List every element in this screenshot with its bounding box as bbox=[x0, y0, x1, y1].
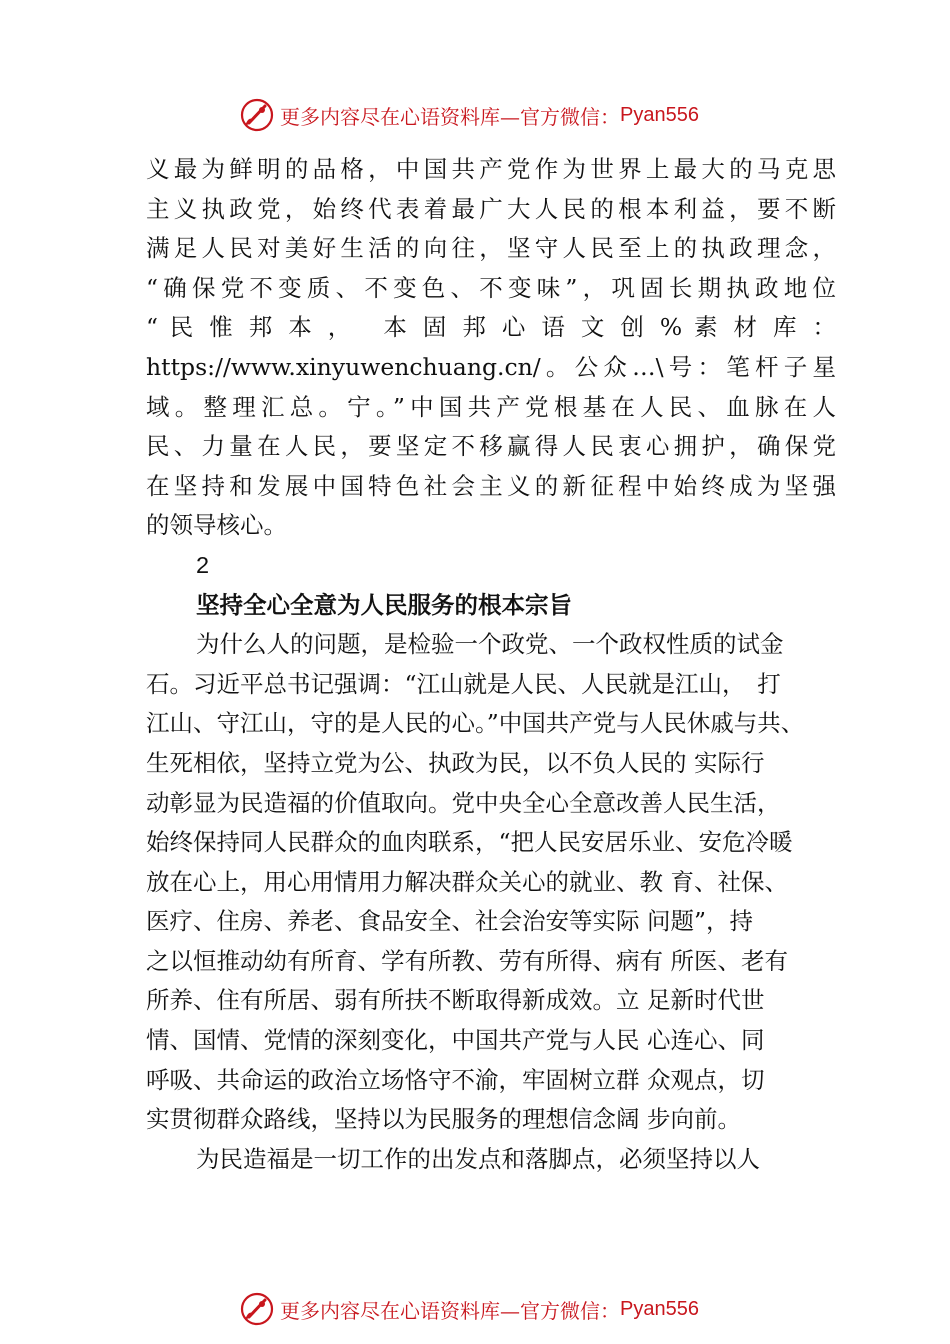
text-line: 始终保持同人民群众的血肉联系，“把人民安居乐业、安危冷暖 bbox=[146, 828, 793, 857]
footer-banner bbox=[238, 1290, 798, 1328]
banner-contact: Pyan556 bbox=[620, 103, 699, 126]
text-line: 民、力量在人民，要坚定不移赢得人民衷心拥护，确保党 bbox=[146, 432, 836, 461]
text-line: 的领导核心。 bbox=[146, 511, 287, 540]
text-line: 石。习近平总书记强调：“江山就是人民、人民就是江山， 打 bbox=[146, 669, 781, 698]
text-line: 所养、住有所居、弱有所扶不断取得新成效。立 足新时代世 bbox=[146, 986, 765, 1015]
text-line: 为什么人的问题，是检验一个政党、一个政权性质的试金 bbox=[196, 630, 784, 659]
text-line: https://www.xinyuwenchuang.cn/。公众…\号：笔杆子星 bbox=[146, 352, 836, 381]
pen-logo-icon bbox=[238, 1290, 276, 1328]
text-line: 之以恒推动幼有所育、学有所教、劳有所得、病有 所医、老有 bbox=[146, 946, 788, 975]
document-body bbox=[146, 150, 836, 1179]
text-line: “确保党不变质、不变色、不变味”，巩固长期执政地位 bbox=[146, 273, 836, 302]
text-line: 义最为鲜明的品格，中国共产党作为世界上最大的马克思 bbox=[146, 155, 836, 183]
text-line: 呼吸、共命运的政治立场恪守不渝，牢固树立群 众观点，切 bbox=[146, 1065, 765, 1094]
text-line: 情、国情、党情的深刻变化，中国共产党与人民 心连心、同 bbox=[146, 1026, 765, 1055]
header-banner bbox=[238, 96, 798, 134]
text-line: 在坚持和发展中国特色社会主义的新征程中始终成为坚强 bbox=[146, 471, 836, 500]
text-line: 主义执政党，始终代表着最广大人民的根本利益，要不断 bbox=[146, 194, 836, 223]
banner-text: 更多内容尽在心语资料库—官方微信： bbox=[280, 104, 620, 129]
text-line: 生死相依，坚持立党为公、执政为民，以不负人民的 实际行 bbox=[146, 748, 765, 777]
section-number: 2 bbox=[196, 551, 210, 578]
text-line: 放在心上，用心用情用力解决群众关心的就业、教 育、社保、 bbox=[146, 867, 788, 896]
text-line: 医疗、住房、养老、食品安全、社会治安等实际 问题”，持 bbox=[146, 907, 753, 936]
text-line: 江山、守江山，守的是人民的心。”中国共产党与人民休戚与共、 bbox=[146, 709, 805, 738]
text-line: 域。整理汇总。宁。”中国共产党根基在人民、血脉在人 bbox=[146, 392, 836, 421]
text-line: 满足人民对美好生活的向往，坚守人民至上的执政理念， bbox=[146, 234, 836, 263]
pen-logo-icon bbox=[238, 96, 276, 134]
section-heading: 坚持全心全意为人民服务的根本宗旨 bbox=[196, 590, 572, 619]
text-line: 动彰显为民造福的价值取向。党中央全心全意改善人民生活， bbox=[146, 788, 781, 817]
banner-contact: Pyan556 bbox=[620, 1297, 699, 1320]
text-line: 实贯彻群众路线，坚持以为民服务的理想信念阔 步向前。 bbox=[146, 1105, 741, 1134]
text-line: “ 民 惟 邦 本 ， 本 固 邦 心 语 文 创 % 素 材 库 ： bbox=[146, 313, 836, 342]
banner-text: 更多内容尽在心语资料库—官方微信： bbox=[280, 1298, 620, 1323]
text-line: 为民造福是一切工作的出发点和落脚点，必须坚持以人 bbox=[196, 1144, 760, 1173]
